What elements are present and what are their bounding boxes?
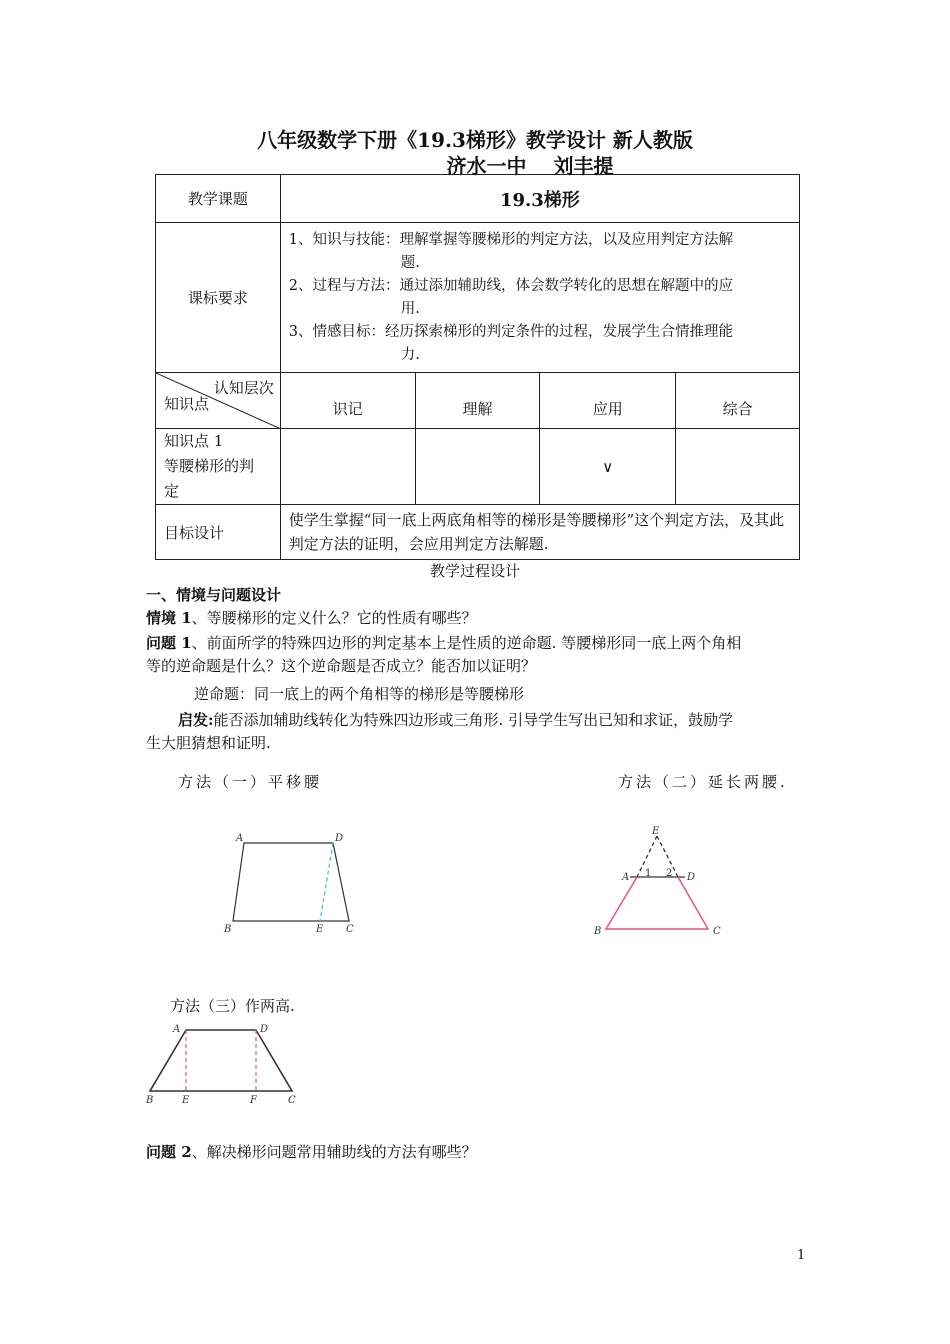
question-1: 问题 1、前面所学的特殊四边形的判定基本上是性质的逆命题. 等腰梯形同一底上两个角相 等的逆命题是什么？这个逆命题是否成立？能否加以证明？ [146, 634, 742, 675]
question-2: 问题 2、解决梯形问题常用辅助线的方法有哪些？ [146, 1143, 477, 1161]
req-label: 课标要求 [156, 223, 281, 373]
lesson-plan-table [155, 174, 800, 560]
fig1-label-d: D [335, 833, 344, 844]
fig3-label-b: B [146, 1095, 154, 1106]
fig3-label-d: D [260, 1024, 269, 1035]
fig3-label-e: E [182, 1095, 190, 1106]
kp-mark-apply: ∨ [540, 429, 676, 505]
hint: 启发:能否添加辅助线转化为特殊四边形或三角形. 引导学生写出已知和求证，鼓励学 生大胆猜想和证明. [146, 711, 734, 752]
page-number: 1 [797, 1248, 806, 1263]
fig1-label-c: C [346, 924, 354, 935]
table-row [156, 505, 800, 560]
document-title: 八年级数学下册《19.3梯形》教学设计 新人教版 [257, 128, 693, 152]
table-row [156, 429, 800, 505]
method-3-label: 方法（三）作两高. [170, 997, 295, 1015]
topic-label: 教学课题 [156, 175, 281, 223]
section-heading: 一、情境与问题设计 [146, 586, 282, 604]
kp-mark-remember [280, 429, 415, 505]
diagonal-header-cell [156, 373, 281, 429]
level-understand: 理解 [415, 373, 540, 429]
fig3-label-a: A [173, 1024, 181, 1035]
fig2-label-d: D [687, 872, 696, 883]
figure-two-heights [140, 1020, 310, 1110]
fig2-label-2: 2 [666, 868, 673, 879]
author-line: 济水一中 刘丰提 [446, 154, 614, 178]
figure-translate-leg [222, 828, 362, 938]
fig2-label-c: C [713, 926, 721, 937]
kp-label: 知识点 1 等腰梯形的判 定 [156, 429, 281, 505]
req-item-1: 1、知识与技能：理解掌握等腰梯形的判定方法，以及应用判定方法解 题. [288, 231, 734, 271]
converse-statement: 逆命题：同一底上的两个角相等的梯形是等腰梯形 [194, 685, 525, 703]
method-1-label: 方法（一）平移腰 [178, 773, 323, 791]
table-row [156, 373, 800, 429]
figure-extend-legs [590, 822, 730, 942]
goal-label: 目标设计 [156, 505, 281, 560]
level-apply: 应用 [540, 373, 676, 429]
level-synthesize: 综合 [676, 373, 800, 429]
kp-mark-synthesize [676, 429, 800, 505]
fig1-label-e: E [316, 924, 324, 935]
diag-bottom-label: 知识点 [164, 395, 210, 413]
situation-1: 情境 1、等腰梯形的定义什么？它的性质有哪些？ [146, 609, 477, 627]
req-content [280, 223, 799, 373]
fig3-label-f: F [250, 1095, 257, 1106]
method-2-label: 方法（二）延长两腰. [618, 773, 788, 791]
req-item-3: 3、情感目标：经历探索梯形的判定条件的过程，发展学生合情推理能 力. [288, 323, 734, 363]
kp-mark-understand [415, 429, 540, 505]
level-remember: 识记 [280, 373, 415, 429]
topic-value: 19.3梯形 [280, 175, 799, 223]
fig3-label-c: C [288, 1095, 296, 1106]
req-item-2: 2、过程与方法：通过添加辅助线，体会数学转化的思想在解题中的应 用. [288, 277, 734, 317]
fig1-label-a: A [236, 833, 244, 844]
goal-text: 使学生掌握“同一底上两底角相等的梯形是等腰梯形”这个判定方法，及其此判定方法的证明，会应用判定方法解题. [280, 505, 799, 560]
process-title: 教学过程设计 [429, 562, 520, 580]
fig2-label-e: E [652, 826, 660, 837]
fig2-label-a: A [622, 872, 630, 883]
fig2-label-b: B [594, 926, 602, 937]
table-row [156, 223, 800, 373]
fig1-label-b: B [224, 924, 232, 935]
diag-top-label: 认知层次 [213, 379, 274, 397]
fig2-label-1: 1 [645, 868, 652, 879]
table-row [156, 175, 800, 223]
